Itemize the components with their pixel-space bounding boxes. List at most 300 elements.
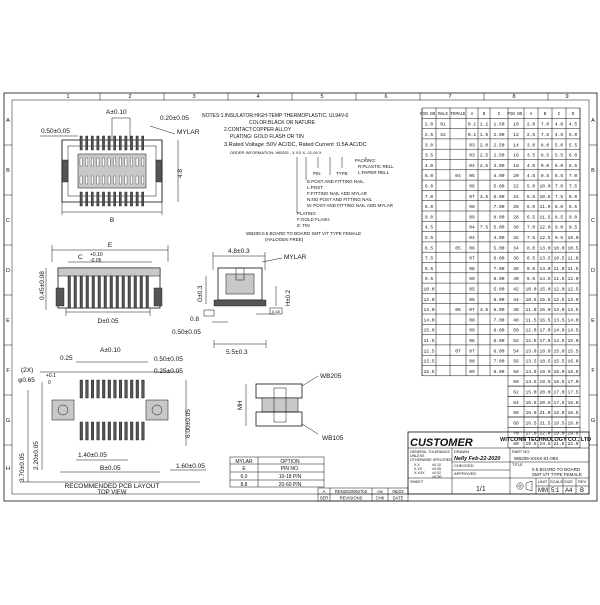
dim-table-cell: 13.0 — [539, 246, 551, 252]
pcb-hole-dia: φ0.65 — [18, 377, 35, 384]
dim-table-cell: 26 — [513, 205, 519, 211]
dim-table-cell: 16.0 — [525, 411, 537, 417]
pcb-hole-tol-plus: +0.1 — [46, 373, 56, 379]
dim-table-cell: 13.0 — [423, 308, 435, 314]
dim-table-cell: 7.00 — [493, 266, 505, 272]
dim-table-cell: 05 — [469, 174, 475, 180]
contact-pin — [80, 192, 82, 206]
dim-table-cell: 4.00 — [493, 236, 505, 241]
dim-table-cell: 6.00 — [493, 194, 505, 200]
dim-table-cell: 11.5 — [525, 318, 537, 324]
dim-table-cell: 14.0 — [539, 266, 551, 272]
dim-table-cell: 7.00 — [493, 359, 505, 365]
dim-table-cell: 11.5 — [553, 277, 565, 283]
dim-table-header: C — [497, 113, 501, 117]
col-label-7: 7 — [448, 94, 452, 100]
unit-value: MM — [538, 488, 548, 494]
dim-table-cell: 4.0 — [554, 122, 564, 128]
pcb-caption: RECOMMENDED PCB LAYOUT — [64, 483, 160, 490]
label-mh: MH — [238, 400, 244, 410]
dim-table-cell: 18.0 — [553, 411, 565, 417]
dim-table-cell: 8.5 — [424, 266, 434, 272]
dim-table-cell: 1.50 — [493, 122, 505, 128]
dim-table-cell: 07 — [469, 256, 475, 262]
dim-table-header: B — [482, 113, 486, 117]
col-label-3: 3 — [192, 94, 196, 100]
dim-table-cell: 14.0 — [525, 369, 537, 375]
dim-table-cell: 5.5 — [568, 143, 578, 149]
dim-table-cell: 24.5 — [539, 442, 551, 447]
dim-table-cell: 8.5 — [526, 256, 536, 262]
dim-table-cell: 03 — [469, 143, 475, 149]
flatness-0-18: 0.18 — [272, 309, 280, 314]
dim-table-cell: 10.5 — [525, 297, 537, 303]
dim-table-cell: 17.0 — [525, 431, 537, 437]
dim-table-cell: 15.0 — [553, 349, 565, 355]
label-wb205: WB205 — [320, 373, 342, 380]
dim-table-cell: 8.00 — [493, 328, 505, 334]
dim-table-cell: 09 — [469, 215, 475, 221]
dim-h: H±0.2 — [286, 290, 292, 306]
dim-table-header: C — [557, 113, 561, 117]
pcb-pad — [97, 422, 100, 440]
mylar-cell: E — [242, 466, 246, 472]
note-line-3: 2.CONTACT:COPPER ALLOY — [224, 127, 292, 133]
series-1: WB205:0.5 BOARD TO BOARD SMT V/T TYPE FEMALE — [246, 231, 362, 236]
dim-table-cell: 4.5 — [568, 122, 578, 128]
col-label-5: 5 — [320, 94, 324, 100]
dim-table-cell: 22 — [513, 184, 519, 190]
pcb-pad — [91, 422, 94, 440]
plating-3: E: TIN — [297, 223, 310, 228]
dim-table-cell: 5.0 — [554, 143, 564, 149]
dim-table-cell: 40 — [513, 277, 519, 283]
contact-slot — [119, 158, 121, 166]
dim-table-cell: 10.5 — [539, 194, 551, 200]
dim-table-cell: 8.5 — [540, 153, 550, 159]
dim-4-8: 4.8 — [177, 168, 184, 178]
order-info: ORDER INFORMATION: WB205 - X XX X- 01-09 X — [230, 150, 322, 155]
dim-table-cell: 8.00 — [493, 215, 505, 221]
dim-table-cell: 7.0 — [424, 194, 434, 200]
dim-table-cell: 0.1 — [467, 133, 477, 138]
dim-table-cell: 16.0 — [553, 369, 565, 375]
projection-icon — [517, 483, 523, 489]
pcb-dim-a: A±0.10 — [100, 347, 121, 354]
series-2: (HALOGEN FREE) — [265, 237, 304, 242]
tol-line: OTHERWISE SPECIFIED — [410, 458, 452, 462]
contact-slot — [86, 176, 88, 184]
dim-table-cell: 6.5 — [554, 174, 564, 180]
dim-table-cell: 16.0 — [567, 359, 579, 365]
dim-table-cell: 15.0 — [423, 328, 435, 334]
dim-table-cell: 9.5 — [526, 277, 536, 283]
dim-c-minus: -0.05 — [90, 258, 102, 264]
mated-view-drawing — [238, 373, 344, 442]
post-2: L:POST — [307, 185, 324, 190]
dim-table-cell: 42 — [513, 287, 519, 293]
dim-table-cell: 14.0 — [553, 328, 565, 334]
pcb-pad — [130, 380, 133, 398]
pcb-dim-6-00: 6.00±0.05 — [185, 409, 192, 438]
dim-table-cell: 19.0 — [567, 421, 579, 427]
dim-b: B — [109, 217, 115, 224]
dim-table-cell: 6.0 — [568, 153, 578, 159]
dim-table-cell: 13.5 — [553, 318, 565, 324]
dim-table-cell: 7.00 — [493, 318, 505, 324]
contact-pin — [114, 136, 116, 150]
dim-table-cell: 3.5 — [479, 194, 489, 200]
dim-table-cell: 2.00 — [493, 133, 505, 138]
dim-table-cell: 11.0 — [525, 308, 537, 314]
dim-table-cell: 54 — [513, 349, 519, 355]
row-label-e: E — [6, 318, 10, 324]
dim-table-cell: 03 — [469, 153, 475, 159]
contact-pin — [98, 276, 101, 308]
pcb-pad — [142, 422, 145, 440]
dim-e: E — [107, 242, 113, 249]
dim-table-cell: 2.5 — [479, 153, 489, 159]
dim-table-cell: 4.5 — [526, 174, 536, 180]
dim-table-cell: 19.5 — [539, 380, 551, 386]
contact-slot — [86, 158, 88, 166]
dim-table-cell: 15.0 — [567, 339, 579, 344]
row-label-e-right: E — [591, 318, 595, 324]
dim-table-cell: 04 — [469, 163, 475, 169]
contact-slot — [108, 158, 110, 166]
rev-label: REV — [578, 479, 587, 484]
pcb-pad — [86, 380, 89, 398]
dim-table-cell: 10.0 — [567, 236, 579, 241]
note-line-5: 3.Rated Voltage :50V AC/DC, Rated Current :0.5A AC/DC — [224, 142, 367, 148]
dim-table-cell: 6.00 — [493, 349, 505, 355]
contact-pin — [142, 192, 144, 206]
mylar-table — [230, 457, 324, 488]
dim-table-cell: 04 — [455, 174, 461, 180]
front-view-drawing — [39, 242, 168, 325]
dim-table-cell: 17.0 — [553, 390, 565, 396]
mylar-cell: 10-18 PIN — [278, 474, 302, 480]
dim-table-cell: 16.5 — [567, 369, 579, 375]
dim-table-cell: 5.0 — [526, 184, 536, 190]
side-view-drawing — [172, 248, 307, 356]
post-4: N:NO POST AND FITTING NAIL — [307, 197, 373, 202]
dim-table-cell: 7.5 — [554, 194, 564, 200]
dim-a-top: A±0.10 — [106, 109, 127, 116]
dim-table-cell: 52 — [513, 339, 519, 344]
contact-pin — [128, 276, 131, 308]
dim-table-cell: 16.5 — [525, 421, 537, 427]
contact-slot — [114, 158, 116, 166]
dim-table-cell: 18.5 — [539, 359, 551, 365]
dim-table-cell: 3.5 — [424, 153, 434, 159]
dim-table-cell: 10.0 — [539, 184, 551, 190]
col-label-8: 8 — [512, 94, 516, 100]
customer-label: CUSTOMER — [410, 437, 473, 449]
dim-table-cell: 9.5 — [424, 277, 434, 283]
dim-d: D±0.05 — [97, 318, 119, 325]
dim-table-cell: 6.00 — [493, 308, 505, 314]
contact-pin — [86, 136, 88, 150]
dim-table-cell: 07 — [469, 349, 475, 355]
rev-header-ser: SER — [319, 495, 329, 501]
dim-table-cell: 18.0 — [567, 400, 579, 406]
dim-table-cell: 14.0 — [567, 318, 579, 324]
dim-0-45: 0.45±0.08 — [39, 271, 46, 300]
col-label-4: 4 — [256, 94, 260, 100]
pcb-hole-tol-zero: 0 — [48, 380, 51, 386]
dim-table-cell: 64 — [513, 400, 519, 406]
row-label-a-right: A — [591, 118, 595, 124]
col-label-1: 1 — [66, 94, 70, 100]
contact-pin — [104, 276, 107, 308]
row-label-d-right: D — [591, 268, 595, 274]
contact-pin — [68, 276, 71, 308]
dim-table-cell: 4.0 — [424, 163, 434, 169]
pcb-pad — [114, 422, 117, 440]
dim-table-cell: 18.5 — [567, 411, 579, 417]
contact-pin — [91, 192, 93, 206]
dim-table-cell: 7.0 — [568, 174, 578, 180]
dim-table-cell: 17.5 — [539, 339, 551, 344]
approved-label: APPROVED — [454, 471, 477, 476]
dim-table-cell: 13.5 — [539, 256, 551, 262]
dim-table-cell: 2.0 — [526, 122, 536, 128]
contact-pin — [125, 136, 127, 150]
dim-table-cell: 7.5 — [540, 133, 550, 138]
contact-pin — [86, 192, 88, 206]
row-label-b-right: B — [591, 168, 595, 174]
dim-table-cell: 5.5 — [554, 153, 564, 159]
dim-table-cell: 10.5 — [567, 246, 579, 252]
dim-table-cell: 15.5 — [539, 297, 551, 303]
dim-table-header: A — [529, 113, 533, 117]
part-no-label: PART NO. — [512, 449, 531, 454]
contact-pin — [125, 192, 127, 206]
dim-table-cell: 10.5 — [553, 256, 565, 262]
dim-table-cell: 6.5 — [526, 215, 536, 221]
contact-pin — [80, 136, 82, 150]
contact-slot — [130, 158, 132, 166]
dim-table-cell: 7.0 — [554, 184, 564, 190]
dim-table-cell: 16.5 — [539, 318, 551, 324]
dim-table-cell: 38 — [513, 266, 519, 272]
dim-table-cell: 24 — [513, 194, 519, 200]
post-3: F:FITTING NAIL ADD MYLAR — [307, 191, 367, 196]
pcb-dim-b: B±0.05 — [100, 465, 121, 472]
dim-g: G±0.3 — [198, 285, 204, 302]
row-label-f: F — [6, 368, 10, 374]
pcb-dim-0-25b: 0.25±0.05 — [154, 368, 183, 375]
contact-slot — [136, 176, 138, 184]
dim-table-cell: 15.0 — [539, 287, 551, 293]
pcb-pad — [86, 422, 89, 440]
contact-slot — [130, 176, 132, 184]
dim-table-cell: 2.50 — [493, 153, 505, 159]
row-label-c-right: C — [591, 218, 595, 224]
contact-slot — [97, 158, 99, 166]
pcb-dim-3-70: 3.70±0.05 — [19, 453, 26, 482]
label-wb105: WB105 — [322, 435, 344, 442]
top-view-drawing — [40, 109, 200, 224]
tol-line: X.X — [414, 463, 420, 467]
plating-2: F:GOLD FLASH — [297, 217, 330, 222]
col-label-9: 9 — [565, 94, 569, 100]
dim-table-cell: 6.00 — [493, 256, 505, 262]
rev-value: B — [580, 488, 585, 494]
label-mylar-top: MYLAR — [177, 129, 200, 136]
tol-line: ±0°30' — [432, 475, 443, 479]
pcb-pad — [136, 380, 139, 398]
dim-table-cell: 10.0 — [423, 287, 435, 293]
dim-table-cell: 60 — [513, 380, 519, 386]
dim-table-cell: 2.0 — [424, 122, 434, 128]
dim-table-cell: 06 — [469, 297, 475, 303]
dim-table-cell: 06 — [455, 308, 461, 314]
row-label-g-right: G — [590, 418, 596, 424]
dim-table-cell: 9.0 — [568, 215, 578, 221]
dim-c: C — [78, 254, 83, 261]
row-label-c: C — [6, 218, 10, 224]
packing-1: PACKING: — [355, 158, 377, 163]
dim-table-cell: 19.0 — [553, 431, 565, 437]
contact-slot — [97, 176, 99, 184]
dim-table-cell: 5.00 — [493, 246, 505, 252]
dim-0-8: 0.8 — [190, 316, 200, 323]
rev-header-revisions: REVISIONS — [339, 495, 363, 501]
dim-table-cell: 56 — [513, 359, 519, 365]
dim-table-cell: 12.5 — [525, 339, 537, 344]
dim-table-cell: 12.5 — [567, 287, 579, 293]
dim-table-cell: 8.5 — [554, 215, 564, 221]
dim-table-cell: 06 — [469, 246, 475, 252]
drawn-by: Nelly Feb-22-2020 — [454, 456, 501, 462]
dim-table-cell: 48 — [513, 318, 519, 324]
dim-0-50-side: 0.50±0.05 — [172, 329, 201, 336]
pcb-pad — [91, 380, 94, 398]
dim-table-cell: 8.0 — [554, 205, 564, 211]
mylar-cell: 20-60 PIN — [278, 482, 302, 488]
dim-table-cell: 0.1 — [467, 122, 477, 128]
dim-table-cell: 8.0 — [568, 194, 578, 200]
pcb-dim-0-50: 0.50±0.05 — [154, 356, 183, 363]
dim-table-cell: 13.0 — [553, 308, 565, 314]
dim-table-cell: 16.5 — [553, 380, 565, 386]
dim-table-cell: 3.0 — [526, 143, 536, 149]
dim-table-header: D — [571, 113, 575, 117]
dim-table-cell: 11.5 — [567, 266, 579, 272]
dim-table-cell: 13.5 — [423, 359, 435, 365]
pcb-dim-0-25: 0.25 — [60, 355, 73, 362]
pcb-pad — [102, 380, 105, 398]
contact-pin — [97, 192, 99, 206]
dim-table-cell: 08 — [469, 359, 475, 365]
pcb-pad — [125, 422, 128, 440]
dim-table-cell: 14 — [513, 143, 519, 149]
dim-table-cell: 5.00 — [493, 287, 505, 293]
dim-table-cell: 2.5 — [526, 133, 536, 138]
projection-cone-icon — [526, 481, 532, 491]
part-no: WB205-XXXX-01-09X — [514, 456, 559, 461]
rev-ser: A — [322, 489, 326, 494]
dim-table-cell: 34 — [513, 246, 519, 252]
dim-table-cell: 14.5 — [525, 380, 537, 386]
contact-pin — [140, 276, 143, 308]
dim-table-cell: 20.0 — [539, 390, 551, 396]
tol-line: UNLESS — [410, 454, 425, 458]
dim-table-cell: 09 — [469, 369, 475, 375]
drawn-label: DRAWN — [454, 449, 469, 454]
size-value: A4 — [565, 488, 573, 494]
dim-table-cell: 04 — [469, 225, 475, 231]
dim-table-cell: 14.5 — [539, 277, 551, 283]
dim-table-cell: 06 — [469, 339, 475, 344]
rev-header-date: DATE — [392, 495, 404, 501]
label-mylar-side: MYLAR — [284, 254, 307, 261]
dim-table-cell: 7.5 — [526, 236, 536, 241]
mylar-header-1: MYLAR — [235, 459, 253, 465]
dim-table-cell: 32 — [513, 236, 519, 241]
dim-table-cell: 8.0 — [424, 205, 434, 211]
rev-header-chk: CHK — [375, 495, 385, 501]
packing-3: L:PAPER RELL — [358, 170, 390, 175]
dim-table-cell: 17.0 — [539, 328, 551, 334]
dim-table-cell: 21.5 — [539, 421, 551, 427]
contact-pin — [86, 276, 89, 308]
contact-slot — [102, 176, 104, 184]
dim-table-cell: 5.5 — [526, 194, 536, 200]
dim-table-cell: 13.0 — [567, 297, 579, 303]
dim-table-cell: 36 — [513, 256, 519, 262]
dim-table-header: MALE — [437, 113, 449, 117]
dim-table-cell: 18 — [513, 163, 519, 169]
dim-table-cell: 16.0 — [539, 308, 551, 314]
size-label: SIZE — [564, 479, 573, 484]
dim-table-cell: 17.5 — [567, 390, 579, 396]
dim-table-cell: 4.5 — [424, 225, 434, 231]
contact-pin — [116, 276, 119, 308]
dim-table-cell: 8.5 — [568, 205, 578, 211]
contact-slot — [91, 158, 93, 166]
mylar-cell: 8.8 — [240, 482, 248, 488]
pcb-pad — [80, 422, 83, 440]
contact-pin — [122, 276, 125, 308]
note-line-1: NOTES:1.INSULATOR:HIGH-TEMP THERMOPLASTIC, UL94V-0 — [202, 113, 349, 119]
dim-table-cell: 8.00 — [493, 277, 505, 283]
dim-table-cell: 19.5 — [525, 442, 537, 447]
dim-table-cell: 6.0 — [424, 184, 434, 190]
contact-pin — [130, 192, 132, 206]
dim-table-cell: 5.0 — [424, 174, 434, 180]
pcb-pad — [108, 422, 111, 440]
dim-table-cell: 20 — [513, 174, 519, 180]
dim-table-cell: 5.00 — [493, 225, 505, 231]
dim-table-cell: 70 — [513, 431, 519, 437]
tol-line: X.XX — [414, 467, 423, 471]
dim-table-cell: 12.5 — [539, 236, 551, 241]
dim-table-cell: 08 — [469, 205, 475, 211]
pcb-dim-2-20: 2.20±0.05 — [33, 441, 40, 470]
notes-block — [202, 113, 394, 242]
contact-slot — [91, 176, 93, 184]
contact-pin — [119, 192, 121, 206]
contact-pin — [108, 136, 110, 150]
pcb-layout-drawing — [18, 347, 206, 496]
dim-table-cell: 05 — [469, 287, 475, 293]
dim-table-cell: 13.5 — [525, 359, 537, 365]
dim-table-cell: 17.0 — [567, 380, 579, 386]
dim-table-cell: 20.5 — [539, 400, 551, 406]
